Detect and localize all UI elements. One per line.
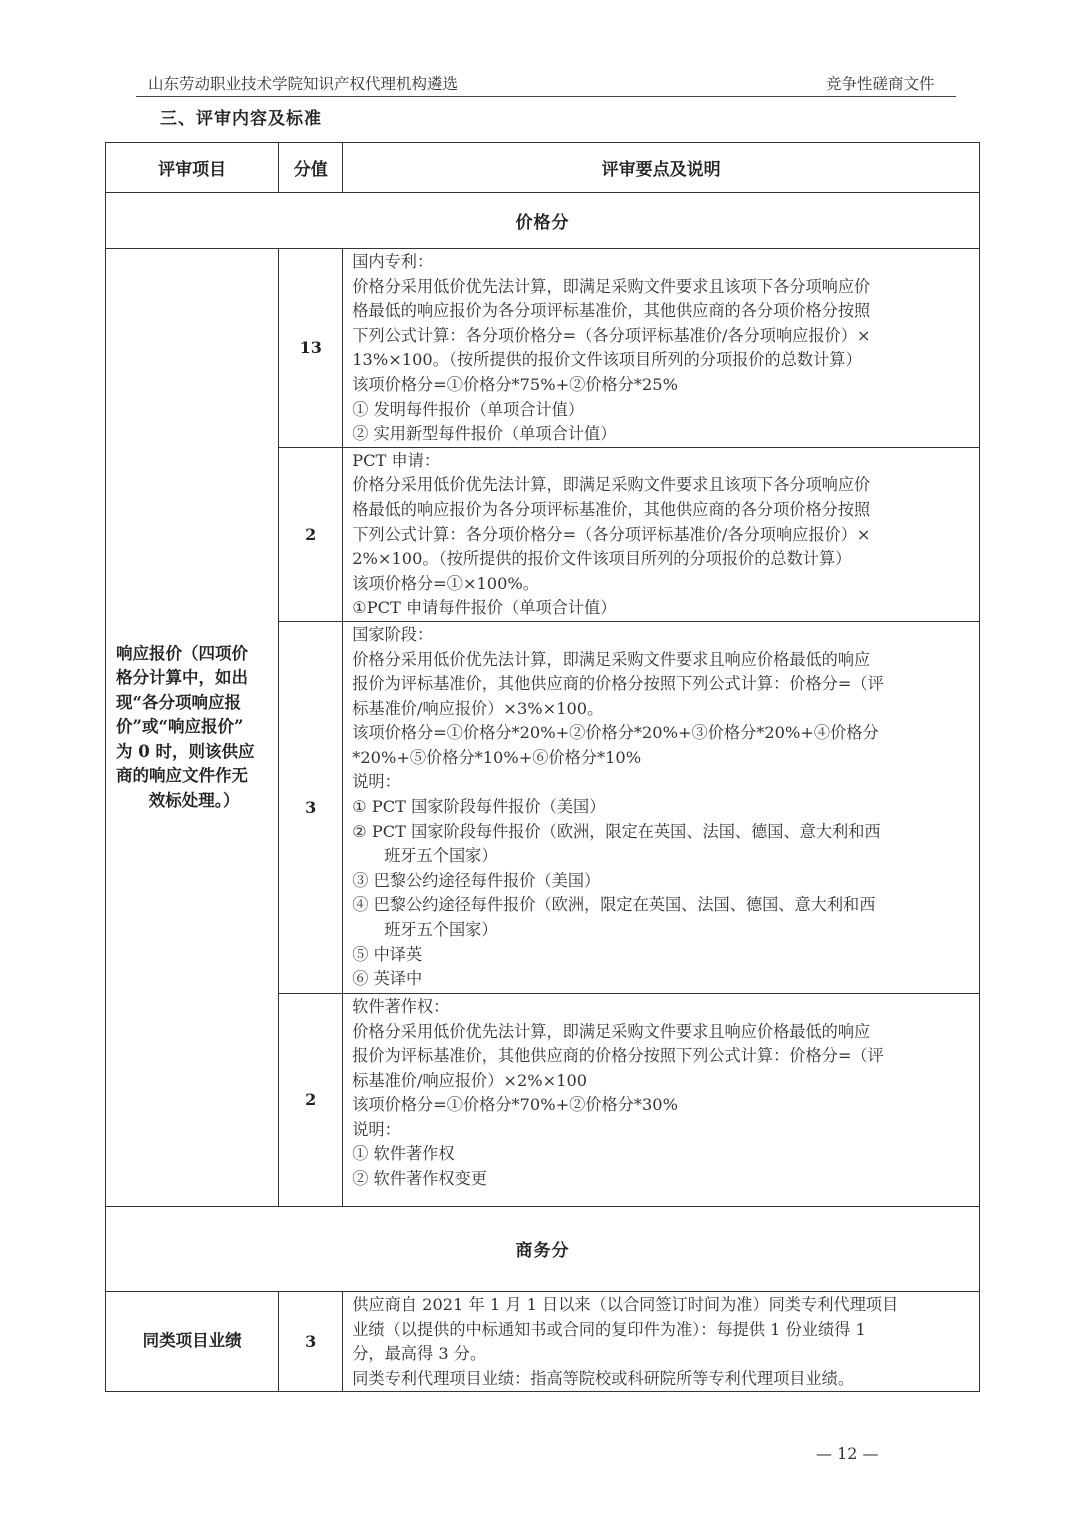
description-line: 价格分采用低价优先法计算，即满足采购文件要求且该项下各分项响应价 [352,475,871,495]
description-cell [343,993,980,1206]
business-section-row [106,1206,980,1291]
description-line: 该项价格分=①价格分*75%+②价格分*25% [352,374,678,394]
business-category-cell: 同类项目业绩 [106,1291,279,1391]
description-line: 国家阶段： [352,624,434,644]
description-line: 说明： [352,1119,401,1139]
description-line: 价格分采用低价优先法计算，即满足采购文件要求且响应价格最低的响应 [352,649,871,669]
description-line: 标基准价/响应报价）×2%×100 [352,1070,588,1090]
description-line: *20%+⑤价格分*10%+⑥价格分*10% [352,747,642,767]
col-header-item: 评审项目 [106,143,279,193]
description-line: 供应商自 2021 年 1 月 1 日以来（以合同签订时间为准）同类专利代理项目 [352,1294,899,1314]
description-line: 价格分采用低价优先法计算，即满足采购文件要求且响应价格最低的响应 [352,1021,871,1041]
description-line: ③ 巴黎公约途径每件报价（美国） [352,870,601,890]
description-line: ⑤ 中译英 [352,944,423,964]
description-line: 该项价格分=①×100%。 [352,573,539,593]
description-line: ④ 巴黎公约途径每件报价（欧洲，限定在英国、法国、德国、意大利和西 [352,895,876,915]
price-category-line: 商的响应文件作无 [116,766,248,786]
price-category-line: 响应报价（四项价 [116,643,248,663]
description-line: 班牙五个国家） [384,920,498,940]
price-category-line: 价”或“响应报价” [116,717,244,737]
header-document-type: 竞争性磋商文件 [826,75,935,93]
description-line: 13%×100。（按所提供的报价文件该项目所列的分项报价的总数计算） [352,350,862,370]
description-line: 软件著作权： [352,996,450,1016]
description-line: 价格分采用低价优先法计算，即满足采购文件要求且该项下各分项响应价 [352,276,871,296]
score-cell: 2 [279,993,343,1206]
description-line: 标基准价/响应报价）×3%×100。 [352,698,604,718]
header-document-title: 山东劳动职业技术学院知识产权代理机构遴选 [148,75,459,93]
description-line: 格最低的响应报价为各分项评标基准价，其他供应商的各分项价格分按照 [352,499,871,519]
col-header-score: 分值 [279,143,343,193]
description-line: 业绩（以提供的中标通知书或合同的复印件为准）：每提供 1 份业绩得 1 [352,1319,866,1339]
description-cell [343,621,980,993]
score-cell: 2 [279,447,343,621]
price-category-line: 现“各分项响应报 [116,692,241,712]
price-section-label: 价格分 [106,193,980,249]
table-row [106,249,980,448]
description-line: ① PCT 国家阶段每件报价（美国） [352,797,606,817]
description-line: 格最低的响应报价为各分项评标基准价，其他供应商的各分项价格分按照 [352,301,871,321]
price-category-line: 为 0 时，则该供应 [116,741,255,761]
section-title: 三、评审内容及标准 [160,109,322,129]
description-line: 报价为评标基准价，其他供应商的价格分按照下列公式计算：价格分=（评 [352,1046,884,1066]
description-line: PCT 申请： [352,450,441,470]
description-line: 班牙五个国家） [384,846,498,866]
score-cell: 3 [279,1291,343,1391]
table-header-row [106,143,980,193]
description-line: 同类专利代理项目业绩：指高等院校或科研院所等专利代理项目业绩。 [352,1368,855,1388]
description-line: 国内专利： [352,252,434,271]
score-cell: 3 [279,621,343,993]
evaluation-table [105,142,980,1392]
description-line: 该项价格分=①价格分*20%+②价格分*20%+③价格分*20%+④价格分 [352,723,879,743]
score-cell: 13 [279,249,343,448]
description-line: ① 软件著作权 [352,1144,455,1164]
price-section-row [106,193,980,249]
table-row [106,1291,980,1391]
description-line: 报价为评标基准价，其他供应商的价格分按照下列公式计算：价格分=（评 [352,674,884,694]
description-cell [343,1291,980,1391]
description-line: ② PCT 国家阶段每件报价（欧洲，限定在英国、法国、德国、意大利和西 [352,821,881,841]
description-line: ② 软件著作权变更 [352,1169,487,1189]
description-line: 该项价格分=①价格分*70%+②价格分*30% [352,1095,678,1115]
description-line: 说明： [352,772,401,792]
description-line: 分，最高得 3 分。 [352,1344,487,1364]
description-line: 2%×100。（按所提供的报价文件该项目所列的分项报价的总数计算） [352,549,852,569]
description-line: ① 发明每件报价（单项合计值） [352,399,585,419]
business-section-label: 商务分 [106,1206,980,1291]
description-line: 下列公式计算：各分项价格分=（各分项评标基准价/各分项响应报价）× [352,524,871,544]
description-line: ② 实用新型每件报价（单项合计值） [352,424,617,444]
price-category-line: 格分计算中，如出 [116,668,248,688]
price-category-line: 效标处理。） [148,790,240,810]
price-category-cell [106,249,279,1207]
description-line: 下列公式计算：各分项价格分=（各分项评标基准价/各分项响应报价）× [352,325,871,345]
description-line: ⑥ 英译中 [352,969,423,989]
description-line: ①PCT 申请每件报价（单项合计值） [352,598,617,618]
header-divider [136,96,956,97]
description-cell [343,249,980,448]
page-number: — 12 — [816,1444,879,1463]
description-cell [343,447,980,621]
col-header-description: 评审要点及说明 [343,143,980,193]
